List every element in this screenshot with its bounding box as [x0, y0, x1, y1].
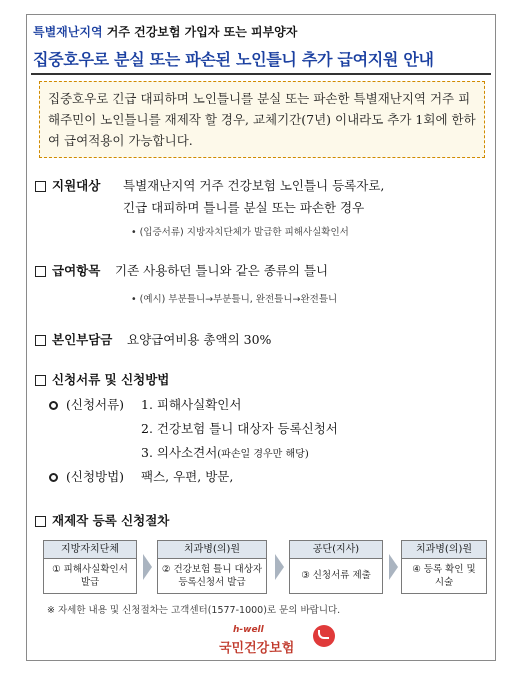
method-row: [49, 467, 124, 485]
section-copay: [35, 330, 112, 348]
section-docs-label: 신청서류 및 신청방법: [52, 372, 170, 387]
step-body: ③ 신청서류 제출: [301, 570, 371, 581]
procedure-step-3: [289, 540, 383, 594]
checkbox-square-icon: [35, 516, 46, 527]
step-body: ④ 등록 확인 및 시술: [412, 564, 476, 588]
doc-item-3-main: 3. 의사소견서: [141, 445, 218, 460]
target-line1: 특별재난지역 거주 건강보험 노인틀니 등록자로,: [123, 178, 385, 193]
step-head: 공단(지사): [290, 541, 382, 559]
section-copay-label: 본인부담금: [52, 332, 113, 347]
docs-row: [49, 395, 124, 413]
page-title: 집중호우로 분실 또는 파손된 노인틀니 추가 급여지원 안내: [33, 50, 434, 69]
section-docs: [35, 370, 169, 388]
notice-box: 집중호우로 긴급 대피하며 노인틀니를 분실 또는 파손한 특별재난지역 거주 피해주민이 노인틀니를 재제작 할 경우, 교체기간(7년) 이내라도 추가 1회에 한하여 급여적용이 가능합니다.: [39, 81, 485, 158]
section-procedure: [35, 511, 169, 529]
method-label: (신청방법): [66, 469, 125, 484]
method-value: 팩스, 우편, 방문,: [141, 469, 234, 484]
step-head: 치과병(의)원: [158, 541, 266, 559]
procedure-step-4: [401, 540, 487, 594]
arrow-right-icon: [275, 554, 285, 580]
logo-en-text: h-well: [233, 625, 264, 635]
arrow-right-icon: [143, 554, 153, 580]
procedure-step-1: [43, 540, 137, 594]
step-head: 치과병(의)원: [402, 541, 486, 559]
logo-heart-icon: [313, 625, 335, 647]
header-highlight: 특별재난지역: [33, 25, 103, 39]
step-body: ② 건강보험 틀니 대상자 등록신청서 발급: [161, 564, 263, 588]
checkbox-square-icon: [35, 375, 46, 386]
footnote: ※ 자세한 내용 및 신청절차는 고객센터(1577-1000)로 문의 바랍니다.: [47, 605, 341, 616]
items-note: • (예시) 부분틀니→부분틀니, 완전틀니→완전틀니: [131, 294, 338, 305]
step-body: ① 피해사실확인서 발급: [52, 564, 128, 588]
copay-line1: 요양급여비용 총액의 30%: [127, 332, 272, 347]
title-divider: [31, 73, 491, 75]
section-procedure-label: 재제작 등록 신청절차: [52, 513, 170, 528]
docs-label: (신청서류): [66, 397, 125, 412]
checkbox-square-icon: [35, 335, 46, 346]
doc-item-2: 2. 건강보험 틀니 대상자 등록신청서: [141, 421, 338, 436]
target-line2: 긴급 대피하며 틀니를 분실 또는 파손한 경우: [123, 200, 365, 215]
logo-kr-text: 국민건강보험: [219, 641, 295, 656]
doc-item-3-note: (파손일 경우만 해당): [217, 449, 309, 460]
doc-item-3: [141, 443, 309, 461]
checkbox-square-icon: [35, 266, 46, 277]
checkbox-square-icon: [35, 181, 46, 192]
header-subtitle: [33, 23, 297, 40]
section-items-label: 급여항목: [52, 263, 101, 278]
document-sheet: [26, 14, 496, 661]
section-target-label: 지원대상: [52, 178, 101, 193]
procedure-flow: [43, 540, 487, 594]
bullet-circle-icon: [49, 473, 58, 482]
items-line1: 기존 사용하던 틀니와 같은 종류의 틀니: [115, 263, 329, 278]
procedure-step-2: [157, 540, 267, 594]
nhis-logo: [217, 623, 327, 657]
section-items: [35, 261, 100, 279]
section-target: [35, 176, 100, 194]
bullet-circle-icon: [49, 401, 58, 410]
step-head: 지방자치단체: [44, 541, 136, 559]
doc-item-1: 1. 피해사실확인서: [141, 397, 242, 412]
header-rest: 거주 건강보험 가입자 또는 피부양자: [102, 25, 298, 39]
arrow-right-icon: [389, 554, 399, 580]
target-note: • (입증서류) 지방자치단체가 발급한 피해사실확인서: [131, 227, 349, 238]
